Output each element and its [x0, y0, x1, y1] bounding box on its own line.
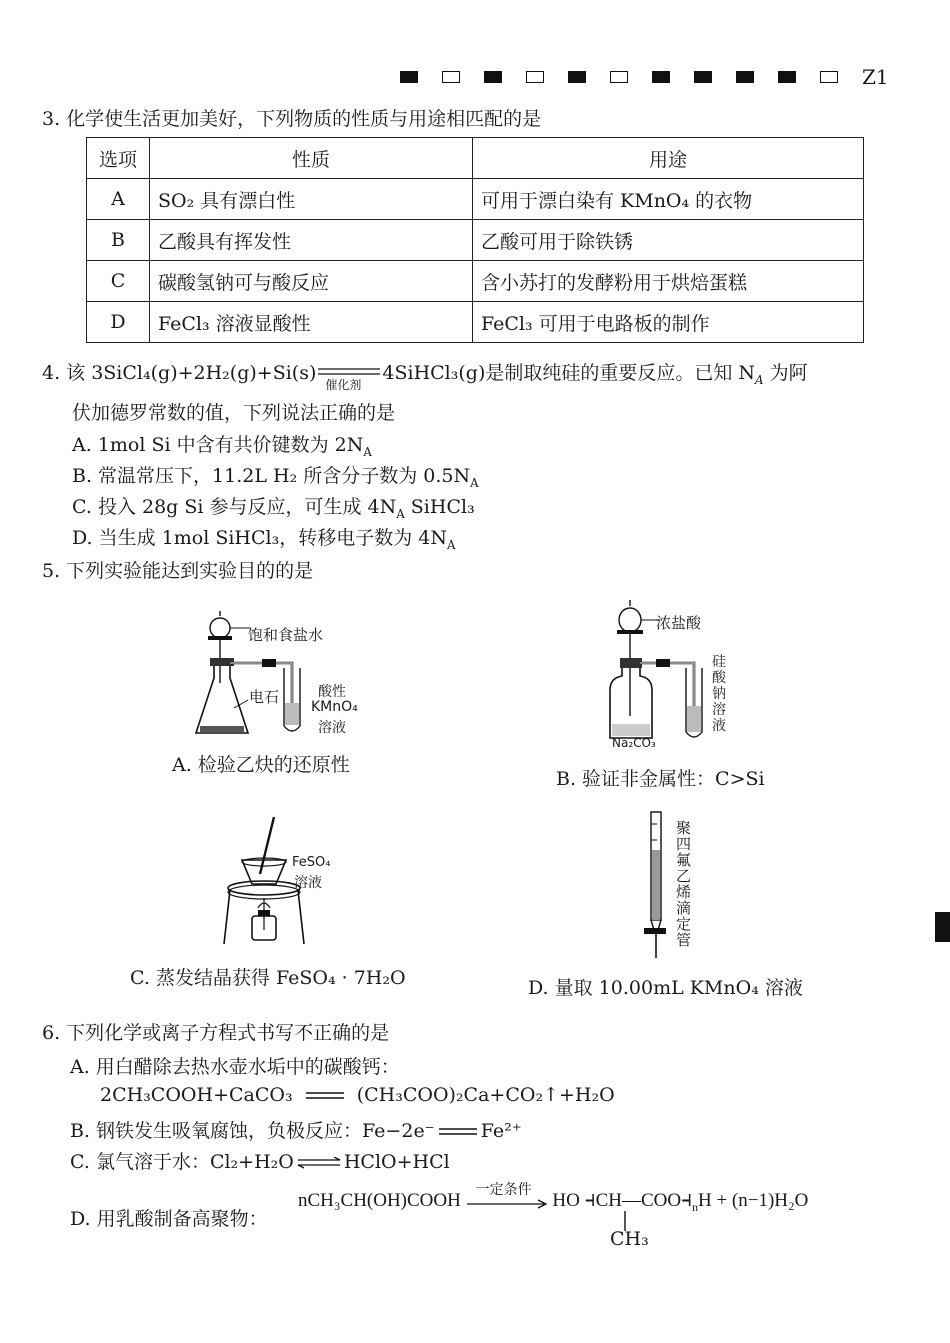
caption-c: C. 蒸发结晶获得 FeSO₄ · 7H₂O — [130, 967, 406, 989]
header-mark-open — [820, 71, 838, 83]
label-conc-hcl: 浓盐酸 — [656, 614, 702, 632]
q4-option-a-text: A. 1mol Si 中含有共价键数为 2N — [72, 434, 364, 456]
option-c-product: HClO+HCl — [343, 1151, 450, 1173]
label-char: 四 — [676, 835, 692, 853]
row-property: FeCl₃ 溶液显酸性 — [150, 302, 473, 343]
row-property: 乙酸具有挥发性 — [150, 220, 473, 261]
label-char: 烯 — [676, 883, 692, 901]
q6-option-c — [70, 1147, 450, 1174]
row-use: FeCl₃ 可用于电路板的制作 — [473, 302, 864, 343]
bracket-open: ⫞ — [584, 1186, 596, 1211]
q3-stem: 3. 化学使生活更加美好，下列物质的性质与用途相匹配的是 — [42, 108, 542, 130]
condition-label: 一定条件 — [475, 1181, 532, 1198]
label-feso4: FeSO₄ — [292, 855, 331, 870]
q4-reaction-left: 4. 该 3SiCl₄(g)+2H₂(g)+Si(s) — [42, 362, 317, 384]
row-use: 乙酸可用于除铁锈 — [473, 220, 864, 261]
q4-stem-tail: 为阿 — [763, 362, 808, 384]
caption-d: D. 量取 10.00mL KMnO₄ 溶液 — [528, 977, 803, 999]
caption-a: A. 检验乙炔的还原性 — [172, 754, 350, 776]
option-b-text: B. 钢铁发生吸氧腐蚀，负极反应：Fe−2e⁻ — [70, 1120, 435, 1142]
row-option: B — [87, 220, 150, 261]
equation-right: (CH₃COO)₂Ca+CO₂↑+H₂O — [356, 1084, 615, 1106]
label-char: 滴 — [676, 899, 692, 917]
q5-stem: 5. 下列实验能达到实验目的的是 — [42, 560, 314, 582]
header-mark-open — [526, 71, 544, 83]
label-sodium-silicate — [712, 654, 728, 734]
label-char: 聚 — [676, 819, 692, 837]
q6-option-a-equation — [100, 1084, 615, 1106]
q6-stem: 6. 下列化学或离子方程式书写不正确的是 — [42, 1022, 390, 1044]
row-use: 可用于漂白染有 KMnO₄ 的衣物 — [473, 179, 864, 220]
row-option: D — [87, 302, 150, 343]
q4-option-b-text: B. 常温常压下，11.2L H₂ 所含分子数为 0.5N — [72, 465, 471, 487]
table-row — [87, 220, 864, 261]
label-char: 氟 — [676, 851, 692, 869]
q4-stem-line1 — [42, 358, 808, 392]
table-row — [87, 302, 864, 343]
option-c-text: C. 氯气溶于水：Cl₂+H₂O — [70, 1151, 294, 1173]
label-solution: 溶液 — [294, 875, 322, 891]
polymer-unit: CH—COO — [595, 1190, 682, 1211]
header-mark-filled — [400, 71, 418, 83]
na-subscript: A — [396, 506, 405, 521]
q4-option-d-text: D. 当生成 1mol SiHCl₃，转移电子数为 4N — [72, 527, 447, 549]
label-solution: 溶液 — [318, 720, 346, 736]
header-mark-filled — [778, 71, 796, 83]
table-row — [87, 179, 864, 220]
q3-table — [86, 137, 864, 343]
header-option: 选项 — [87, 138, 150, 179]
label-char: 管 — [676, 931, 692, 949]
label-char: 硅 — [712, 654, 726, 670]
bracket-close: ⫞ — [681, 1186, 693, 1211]
row-option: C — [87, 261, 150, 302]
header-code: Z1 — [862, 65, 889, 89]
reversible-arrow — [316, 364, 382, 392]
header-mark-filled — [484, 71, 502, 83]
label-char: 乙 — [676, 867, 692, 885]
header-use: 用途 — [473, 138, 864, 179]
q4-option-c-text: C. 投入 28g Si 参与反应，可生成 4N — [72, 496, 397, 518]
caption-b: B. 验证非金属性：C>Si — [556, 768, 765, 790]
row-option: A — [87, 179, 150, 220]
reversible-arrow-icon — [297, 1157, 341, 1169]
label-char: 定 — [676, 915, 692, 933]
na-subscript: A — [363, 444, 372, 459]
header-mark-filled — [652, 71, 670, 83]
na-subscript: A — [470, 475, 479, 490]
header-mark-filled — [694, 71, 712, 83]
row-property: 碳酸氢钠可与酸反应 — [150, 261, 473, 302]
arrow-icon — [466, 1199, 548, 1209]
q4-option-c-tail: SiHCl₃ — [404, 496, 475, 518]
q4-option-a — [72, 430, 372, 459]
q4-reaction-right: 4SiHCl₃(g)是制取纯硅的重要反应。已知 N — [382, 362, 756, 384]
q6-option-a-title: A. 用白醋除去热水壶水垢中的碳酸钙： — [70, 1056, 400, 1078]
q6-option-d-equation — [298, 1181, 809, 1215]
label-char: 钠 — [712, 686, 726, 702]
equals-arrow-icon — [305, 1091, 345, 1101]
na-subscript: A — [446, 537, 456, 552]
option-b-product: Fe²⁺ — [480, 1120, 522, 1142]
table-header-row — [87, 138, 864, 179]
table-row — [87, 261, 864, 302]
label-calcium-carbide: 电石 — [249, 688, 280, 706]
condition-arrow — [466, 1181, 548, 1213]
q4-stem-line2: 伏加德罗常数的值，下列说法正确的是 — [72, 402, 396, 424]
label-acidic: 酸性 — [318, 684, 346, 700]
label-ptfe-burette — [676, 820, 694, 948]
equation-left: 2CH₃COOH+CaCO₃ — [100, 1084, 293, 1106]
header-mark-open — [442, 71, 460, 83]
methyl-group: CH₃ — [610, 1228, 649, 1250]
label-saturated-brine: 饱和食盐水 — [248, 626, 324, 644]
q4-option-b — [72, 461, 479, 490]
equation-right: H + (n−1)H₂O — [698, 1190, 809, 1211]
equals-arrow-icon — [438, 1127, 478, 1137]
page-edge-tab — [935, 912, 950, 942]
label-na2co3: Na₂CO₃ — [612, 736, 656, 750]
burette-icon — [640, 810, 680, 962]
label-char: 液 — [712, 718, 726, 734]
header-mark-open — [610, 71, 628, 83]
header-mark-filled — [736, 71, 754, 83]
label-kmno4: KMnO₄ — [311, 699, 358, 715]
q4-option-d — [72, 523, 455, 552]
page-header-marks — [400, 66, 889, 88]
row-property: SO₂ 具有漂白性 — [150, 179, 473, 220]
q6-option-b — [70, 1116, 522, 1143]
degree-subscript: n — [692, 1200, 698, 1214]
label-char: 酸 — [712, 670, 726, 686]
polymer-end: HO — [552, 1190, 580, 1211]
catalyst-label: 催化剂 — [325, 378, 362, 392]
label-char: 溶 — [712, 702, 726, 718]
row-use: 含小苏打的发酵粉用于烘焙蛋糕 — [473, 261, 864, 302]
q6-option-d-title: D. 用乳酸制备高聚物： — [70, 1208, 268, 1230]
q4-option-c — [72, 492, 475, 521]
header-mark-filled — [568, 71, 586, 83]
equation-left: nCH₃CH(OH)COOH — [298, 1190, 461, 1211]
header-property: 性质 — [150, 138, 473, 179]
na-subscript: A — [755, 372, 764, 387]
